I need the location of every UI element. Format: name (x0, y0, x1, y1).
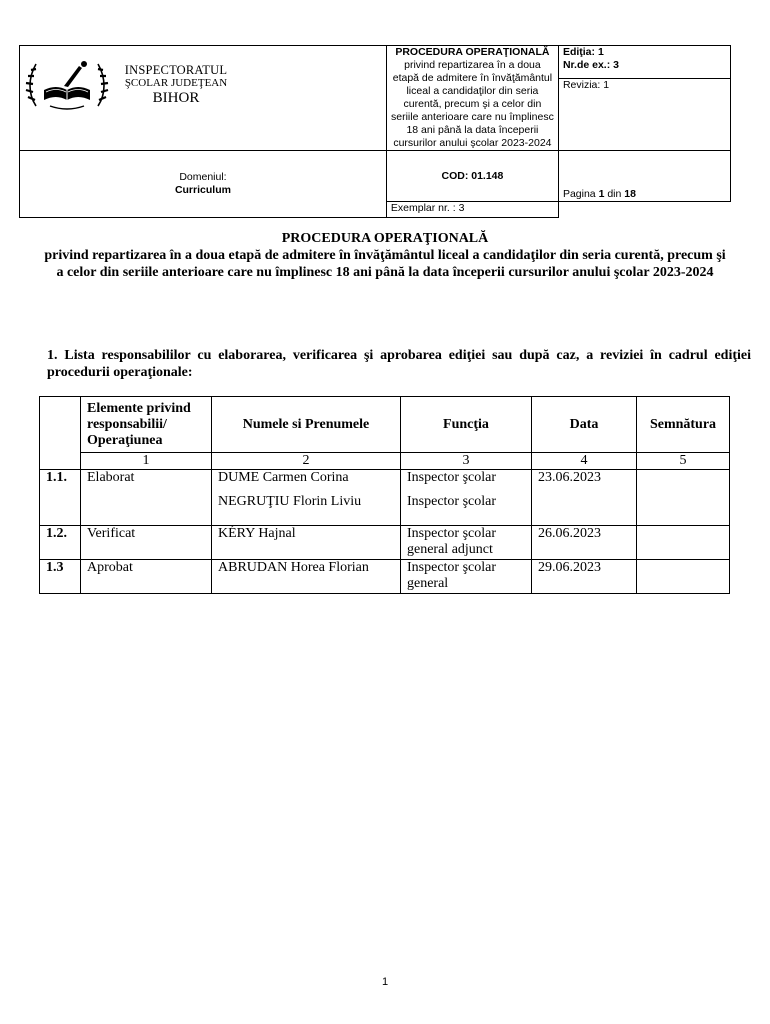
row-function: Inspector şcolar general adjunct (401, 526, 532, 560)
document-title-block (40, 230, 730, 281)
revizia-cell (558, 79, 730, 151)
table-row (40, 560, 730, 594)
procedure-title: PROCEDURA OPERAŢIONALĂ (395, 46, 550, 58)
logo-cell (20, 46, 387, 151)
table-row (40, 470, 730, 526)
row-operation: Aprobat (81, 560, 212, 594)
exemplar-cell (386, 202, 558, 218)
row-date: 26.06.2023 (532, 526, 637, 560)
pagina-current: 1 (598, 188, 605, 200)
logo-text (112, 64, 240, 107)
document-subtitle: privind repartizarea în a doua etapă de admitere în învăţământul liceal a candidaţilor din seria curentă, precum şi a celor din seriile anterioare care nu împlinesc 18 ani până la data începerii cursurilor anului şcolar 2023-2024 (44, 248, 726, 280)
header-name: Numele si Prenumele (212, 397, 401, 453)
header-function: Funcţia (401, 397, 532, 453)
row-function: Inspector şcolar general (401, 560, 532, 594)
header-operation: Elemente privind responsabilii/ Operaţiunea (81, 397, 212, 453)
col-number: 4 (532, 453, 637, 470)
pagina-cell (558, 151, 730, 202)
row-operation: Elaborat (81, 470, 212, 526)
row-name: NEGRUŢIU Florin Liviu (218, 494, 362, 509)
editia: Ediţia: 1 (562, 46, 604, 58)
exemplar: Exemplar nr. : 3 (390, 202, 465, 214)
logo-line2: ŞCOLAR JUDEŢEAN (124, 77, 228, 89)
row-function: Inspector şcolar (407, 470, 497, 485)
row-function: Inspector şcolar (407, 494, 497, 509)
col-number: 5 (637, 453, 730, 470)
header-signature: Semnătura (637, 397, 730, 453)
table-row (40, 526, 730, 560)
row-name: DUME Carmen Corina (218, 470, 349, 485)
cod: COD: 01.148 (441, 169, 504, 182)
pagina-total: 18 (624, 188, 636, 200)
col-number: 2 (212, 453, 401, 470)
laurel-book-logo-icon (24, 56, 110, 112)
page-number: 1 (381, 976, 389, 988)
nr-ex: Nr.de ex.: 3 (562, 59, 619, 71)
pagina-prefix: Pagina (562, 188, 596, 200)
table-corner-cell (40, 397, 81, 470)
domeniul-cell (20, 151, 387, 218)
revizia: Revizia: 1 (562, 79, 610, 91)
row-name: KÉRY Hajnal (212, 526, 401, 560)
col-number: 1 (81, 453, 212, 470)
row-name: ABRUDAN Horea Florian (212, 560, 401, 594)
logo-line1: INSPECTORATUL (124, 63, 228, 77)
procedure-desc: privind repartizarea în a doua etapă de admitere în învăţământul liceal a candidaţilor din seria curentă, precum şi a celor din seriile anterioare care nu împlinesc 18 ani până la data începerii cursurilor anului şcolar 2023-2024 (391, 59, 554, 149)
procedure-cell (386, 46, 558, 151)
domeniul-value: Curriculum (174, 184, 231, 196)
row-date: 23.06.2023 (532, 470, 637, 526)
document-title: PROCEDURA OPERAŢIONALĂ (281, 231, 489, 246)
row-signature (637, 526, 730, 560)
responsibles-table (39, 396, 730, 594)
row-operation: Verificat (81, 526, 212, 560)
editia-cell (558, 46, 730, 79)
row-signature (637, 470, 730, 526)
section1-title: 1. Lista responsabililor cu elaborarea, verificarea şi aprobarea ediţiei sau după caz, a reviziei în cadrul ediţiei procedurii operaţionale: (47, 348, 751, 380)
domeniul-label: Domeniul: (179, 171, 227, 183)
header-date: Data (532, 397, 637, 453)
row-date: 29.06.2023 (532, 560, 637, 594)
row-number: 1.2. (40, 526, 81, 560)
col-number: 3 (401, 453, 532, 470)
cod-cell (386, 151, 558, 202)
header-table (19, 45, 731, 218)
logo-line3: BIHOR (152, 90, 200, 106)
row-number: 1.1. (40, 470, 81, 526)
pagina-of: din (607, 188, 622, 200)
row-signature (637, 560, 730, 594)
row-names (212, 470, 401, 526)
row-number: 1.3 (40, 560, 81, 594)
row-functions (401, 470, 532, 526)
